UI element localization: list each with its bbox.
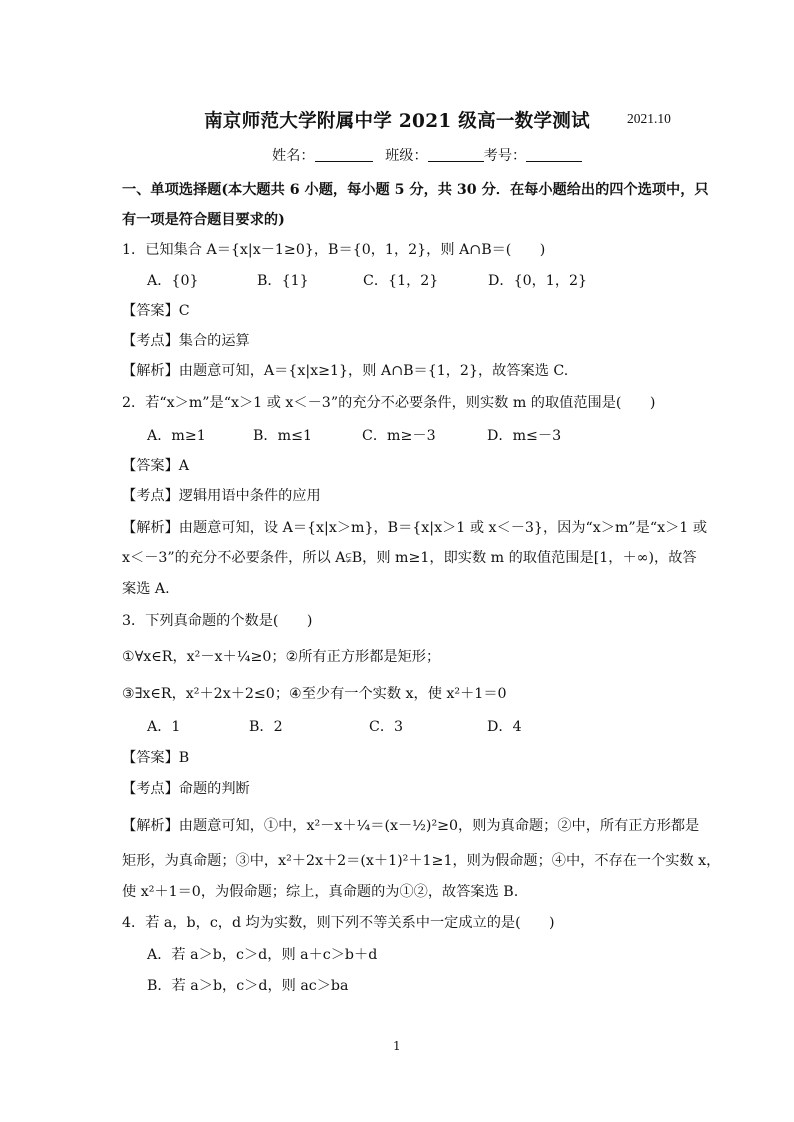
q2-option-b: B．m≤1: [253, 428, 312, 444]
q3-option-c: C．3: [369, 719, 404, 735]
q2-option-a: A．m≥1: [147, 428, 206, 444]
q1-topic: 【考点】集合的运算: [122, 333, 250, 349]
q1-analysis: 【解析】由题意可知，A＝{x|x≥1}，则 A∩B＝{1，2}，故答案选 C.: [122, 363, 569, 379]
exam-date: 2021.10: [627, 111, 671, 126]
q2-option-c: C．m≥－3: [362, 428, 436, 444]
q1-stem: 1．已知集合 A＝{x|x－1≥0}，B＝{0，1，2}，则 A∩B＝( ): [122, 242, 546, 258]
q3-option-a: A．1: [147, 719, 181, 735]
name-label: 姓名：: [272, 148, 315, 164]
q3-analysis-line1: 【解析】由题意可知，①中，x²－x＋¼＝(x－½)²≥0，则为真命题；②中，所有正方形都是: [122, 818, 700, 834]
q3-analysis-line2: 矩形，为真命题；③中，x²＋2x＋2＝(x＋1)²＋1≥1，则为假命题；④中，不存在一个实数 x，: [122, 853, 721, 869]
q3-option-d: D．4: [487, 719, 522, 735]
q1-option-d: D．{0，1，2}: [488, 273, 588, 289]
class-blank[interactable]: [428, 147, 484, 162]
name-blank[interactable]: [315, 147, 373, 162]
q1-option-b: B．{1}: [257, 273, 309, 289]
q1-answer: 【答案】C: [122, 303, 190, 319]
q3-stem: 3．下列真命题的个数是( ): [122, 613, 313, 629]
class-label: 班级：: [385, 148, 428, 164]
section-heading-line2: 有一项是符合题目要求的): [122, 212, 285, 228]
q2-answer: 【答案】A: [122, 458, 189, 474]
q2-analysis-line2: x＜－3”的充分不必要条件，所以 A⫋B，则 m≥1，即实数 m 的取值范围是[1，＋∞)，故答: [122, 550, 697, 566]
q2-analysis-line3: 案选 A.: [122, 581, 170, 597]
q2-topic: 【考点】逻辑用语中条件的应用: [122, 488, 321, 504]
q4-stem: 4．若 a，b，c，d 均为实数，则下列不等关系中一定成立的是( ): [122, 915, 555, 931]
page-title: 南京师范大学附属中学 2021 级高一数学测试: [204, 111, 590, 132]
q3-statement-line1: ①∀x∈R，x²－x＋¼≥0；②所有正方形都是矩形；: [122, 649, 441, 665]
q2-analysis-line1: 【解析】由题意可知，设 A＝{x|x＞m}，B＝{x|x＞1 或 x＜－3}，因为“x＞m”是“x＞1 或: [122, 520, 708, 536]
q1-option-a: A．{0}: [147, 273, 199, 289]
number-blank[interactable]: [526, 147, 582, 162]
q3-answer: 【答案】B: [122, 750, 190, 766]
section-heading-line1: 一、单项选择题(本大题共 6 小题，每小题 5 分，共 30 分．在每小题给出的四个选项中，只: [122, 182, 709, 198]
q1-option-c: C．{1，2}: [363, 273, 439, 289]
q3-option-b: B．2: [249, 719, 283, 735]
q4-option-a: A．若 a＞b，c＞d，则 a＋c＞b＋d: [147, 947, 378, 963]
q2-option-d: D．m≤－3: [487, 428, 562, 444]
q4-option-b: B．若 a＞b，c＞d，则 ac＞ba: [147, 978, 349, 994]
q3-analysis-line3: 使 x²＋1＝0，为假命题；综上，真命题的为①②，故答案选 B.: [122, 884, 519, 900]
q3-statement-line2: ③∃x∈R，x²＋2x＋2≤0；④至少有一个实数 x，使 x²＋1＝0: [122, 686, 507, 702]
q3-topic: 【考点】命题的判断: [122, 781, 250, 797]
q2-stem: 2．若“x＞m”是“x＞1 或 x＜－3”的充分不必要条件，则实数 m 的取值范围是( ): [122, 395, 656, 411]
student-info-row: [272, 147, 582, 165]
number-label: 考号：: [483, 148, 527, 164]
page-number: 1: [393, 1039, 401, 1053]
